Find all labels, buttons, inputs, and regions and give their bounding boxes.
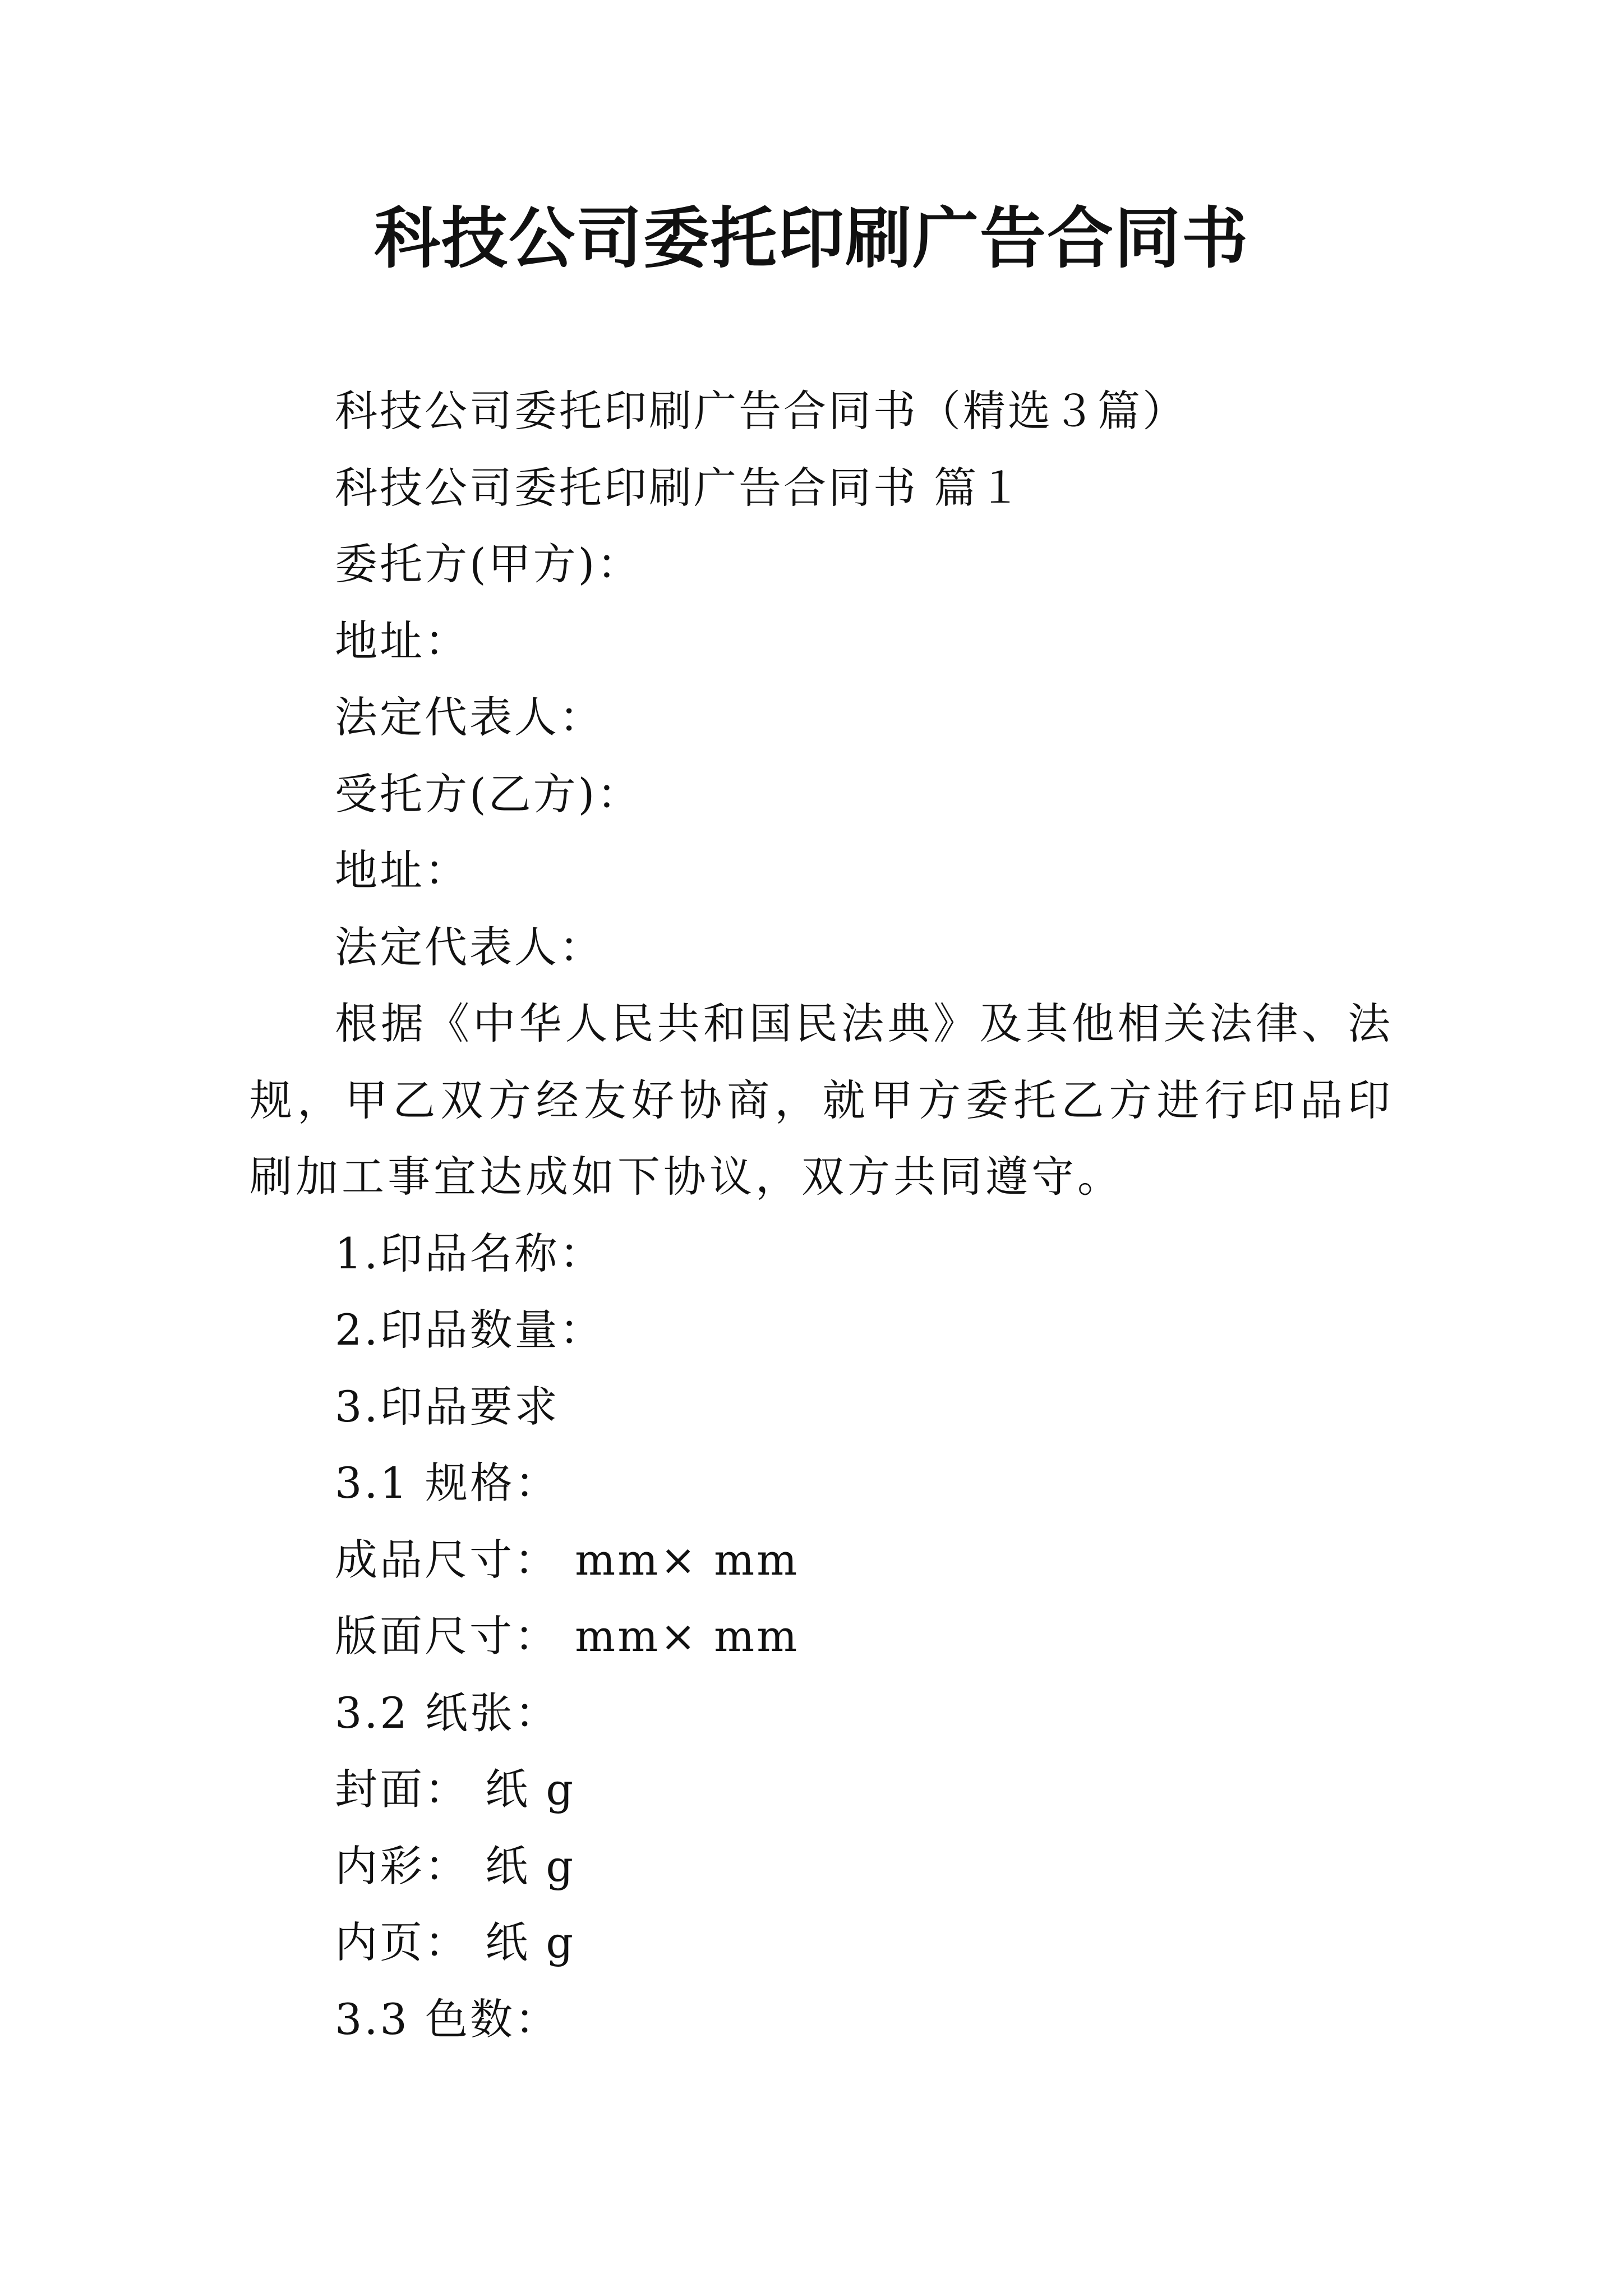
section-heading: 科技公司委托印刷广告合同书 篇１	[335, 462, 1024, 513]
party-b-address: 地址：	[335, 845, 469, 895]
item-spec: 3.1 规格：	[335, 1458, 560, 1508]
party-b-representative: 法定代表人：	[335, 922, 604, 972]
layout-size: 版面尺寸： mm× mm	[335, 1611, 800, 1661]
item-print-name: 1.印品名称：	[335, 1228, 605, 1278]
party-b-label: 受托方(乙方)：	[335, 769, 642, 819]
item-print-quantity: 2.印品数量：	[335, 1305, 605, 1355]
party-a-address: 地址：	[335, 615, 469, 666]
cover-paper: 封面： 纸 g	[335, 1764, 575, 1814]
item-print-requirements: 3.印品要求	[335, 1381, 560, 1432]
party-a-label: 委托方(甲方)：	[335, 539, 642, 589]
inner-color-paper: 内彩： 纸 g	[335, 1841, 575, 1891]
finished-size: 成品尺寸： mm× mm	[335, 1534, 800, 1585]
document-body	[250, 373, 1394, 2058]
party-a-representative: 法定代表人：	[335, 692, 604, 742]
item-paper: 3.2 纸张：	[335, 1687, 560, 1738]
inner-page-paper: 内页： 纸 g	[335, 1917, 575, 1967]
item-colors: 3.3 色数：	[335, 1994, 560, 2044]
document-title: 科技公司委托印刷广告合同书	[374, 199, 1249, 277]
subtitle: 科技公司委托印刷广告合同书（精选３篇）	[335, 386, 1187, 436]
intro-paragraph: 根据《中华人民共和国民法典》及其他相关法律、法规，甲乙双方经友好协商，就甲方委托乙方进行印品印刷加工事宜达成如下协议，双方共同遵守。	[250, 999, 1394, 1202]
